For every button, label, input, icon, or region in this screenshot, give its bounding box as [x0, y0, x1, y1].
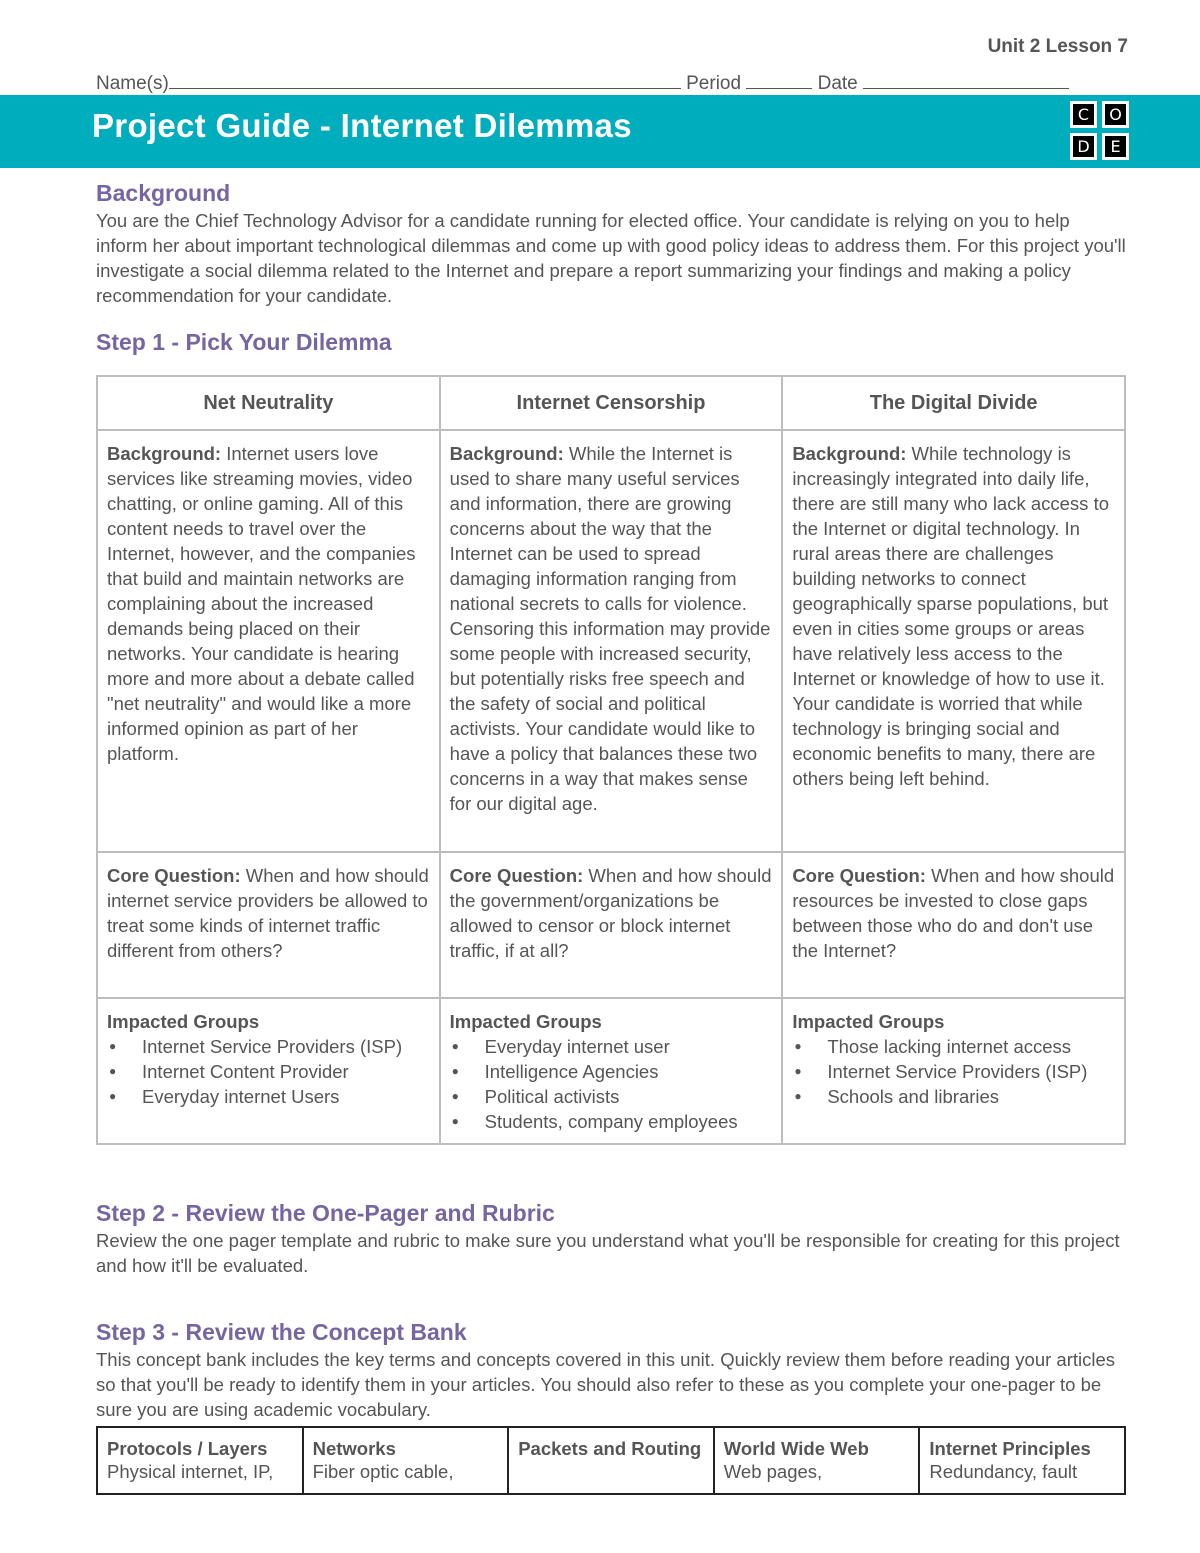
logo-cell-o: O	[1102, 101, 1129, 128]
list-item: ● Schools and libraries	[792, 1084, 1116, 1109]
list-item: ● Internet Content Provider	[107, 1059, 431, 1084]
step2-text: Review the one pager template and rubric to make sure you understand what you'll be responsible for creating for this project and how it'll be evaluated.	[96, 1230, 1120, 1276]
list-item: ● Political activists	[450, 1084, 774, 1109]
list-item: ● Everyday internet user	[450, 1034, 774, 1059]
list-item: ● Everyday internet Users	[107, 1084, 431, 1109]
impacted-groups-list	[792, 1034, 1116, 1109]
dilemma-title-net-neutrality: Net Neutrality	[97, 376, 440, 430]
background-text: You are the Chief Technology Advisor for a candidate running for elected office. Your candidate is relying on you to help inform her about important technological dilemmas and come up with good policy ideas to address them. For this project you'll investigate a social dilemma related to the Internet and prepare a report summarizing your findings and making a policy recommendation for your candidate.	[96, 210, 1126, 306]
list-item: ● Those lacking internet access	[792, 1034, 1116, 1059]
core-question-cell-digital-divide: Core Question: When and how should resources be invested to close gaps between those who do and don't use the Internet?	[782, 852, 1125, 998]
concept-cell-packets-routing: Packets and Routing	[508, 1427, 714, 1494]
step1-heading: Step 1 - Pick Your Dilemma	[96, 329, 392, 355]
background-cell-net-neutrality: Background: Internet users love services like streaming movies, video chatting, or online gaming. All of this content needs to travel over the Internet, however, and the companies that build and maintain networks are complaining about the increased demands being placed on their networks. Your candidate is hearing more and more about a debate called "net neutrality" and would like a more informed opinion as part of her platform.	[97, 430, 440, 852]
step2-heading: Step 2 - Review the One-Pager and Rubric	[96, 1200, 555, 1226]
dilemma-background-row	[97, 430, 1125, 852]
unit-lesson-label: Unit 2 Lesson 7	[987, 36, 1128, 57]
impacted-groups-cell-digital-divide: Impacted Groups ● Those lacking internet access ● Internet Service Providers (ISP) ● Schools and libraries	[782, 998, 1125, 1144]
dilemma-table	[96, 375, 1126, 1145]
list-item: ● Internet Service Providers (ISP)	[107, 1034, 431, 1059]
student-info-line	[96, 70, 1106, 95]
background-cell-internet-censorship: Background: While the Internet is used to share many useful services and information, there are growing concerns about the way that the Internet can be used to spread damaging information ranging from national secrets to calls for violence. Censoring this information may provide some people with increased security, but potentially risks free speech and the safety of social and political activists. Your candidate would like to have a policy that balances these two concerns in a way that makes sense for our digital age.	[440, 430, 783, 852]
impacted-groups-cell-internet-censorship: Impacted Groups ● Everyday internet user ● Intelligence Agencies ● Political activists ● Students, company employees	[440, 998, 783, 1144]
step3-text: This concept bank includes the key terms and concepts covered in this unit. Quickly review them before reading your articles so that you'll be ready to identify them in your articles. You should also refer to these as you complete your one-pager to be sure you are using academic vocabulary.	[96, 1349, 1116, 1420]
step1-section	[96, 327, 1126, 1145]
core-question-cell-internet-censorship: Core Question: When and how should the government/organizations be allowed to censor or block internet traffic, if at all?	[440, 852, 783, 998]
step3-heading: Step 3 - Review the Concept Bank	[96, 1319, 467, 1345]
dilemma-title-internet-censorship: Internet Censorship	[440, 376, 783, 430]
list-item: ● Students, company employees	[450, 1109, 774, 1134]
impacted-groups-cell-net-neutrality: Impacted Groups ● Internet Service Providers (ISP) ● Internet Content Provider ● Everyday internet Users	[97, 998, 440, 1144]
concept-cell-world-wide-web: World Wide Web Web pages,	[714, 1427, 920, 1494]
dilemma-impacted-groups-row	[97, 998, 1125, 1144]
concept-bank-row	[97, 1427, 1125, 1494]
name-label: Name(s)	[96, 73, 169, 94]
period-label: Period	[686, 73, 742, 94]
logo-cell-c: C	[1070, 101, 1097, 128]
background-heading: Background	[96, 180, 231, 206]
list-item: ● Internet Service Providers (ISP)	[792, 1059, 1116, 1084]
dilemma-title-digital-divide: The Digital Divide	[782, 376, 1125, 430]
document-body	[96, 178, 1126, 1495]
date-blank[interactable]	[863, 70, 1069, 89]
code-org-logo	[1070, 101, 1134, 165]
logo-cell-e: E	[1102, 133, 1129, 160]
concept-cell-internet-principles: Internet Principles Redundancy, fault	[919, 1427, 1125, 1494]
concept-cell-protocols-layers: Protocols / Layers Physical internet, IP,	[97, 1427, 303, 1494]
concept-cell-networks: Networks Fiber optic cable,	[303, 1427, 509, 1494]
impacted-groups-list	[450, 1034, 774, 1134]
core-question-cell-net-neutrality: Core Question: When and how should internet service providers be allowed to treat some kinds of internet traffic different from others?	[97, 852, 440, 998]
step3-section	[96, 1317, 1126, 1495]
step2-section	[96, 1198, 1126, 1278]
dilemma-header-row	[97, 376, 1125, 430]
impacted-groups-list	[107, 1034, 431, 1109]
list-item: ● Intelligence Agencies	[450, 1059, 774, 1084]
concept-bank-table	[96, 1426, 1126, 1495]
title-banner	[0, 95, 1200, 168]
name-blank[interactable]	[169, 70, 681, 89]
page-title: Project Guide - Internet Dilemmas	[92, 107, 632, 144]
period-blank[interactable]	[746, 70, 812, 89]
logo-cell-d: D	[1070, 133, 1097, 160]
dilemma-core-question-row	[97, 852, 1125, 998]
background-cell-digital-divide: Background: While technology is increasingly integrated into daily life, there are still many who lack access to the Internet or digital technology. In rural areas there are challenges building networks to connect geographically sparse populations, but even in cities some groups or areas have relatively less access to the Internet or knowledge of how to use it. Your candidate is worried that while technology is bringing social and economic benefits to many, there are others being left behind.	[782, 430, 1125, 852]
date-label: Date	[817, 73, 858, 94]
background-section	[96, 178, 1126, 308]
